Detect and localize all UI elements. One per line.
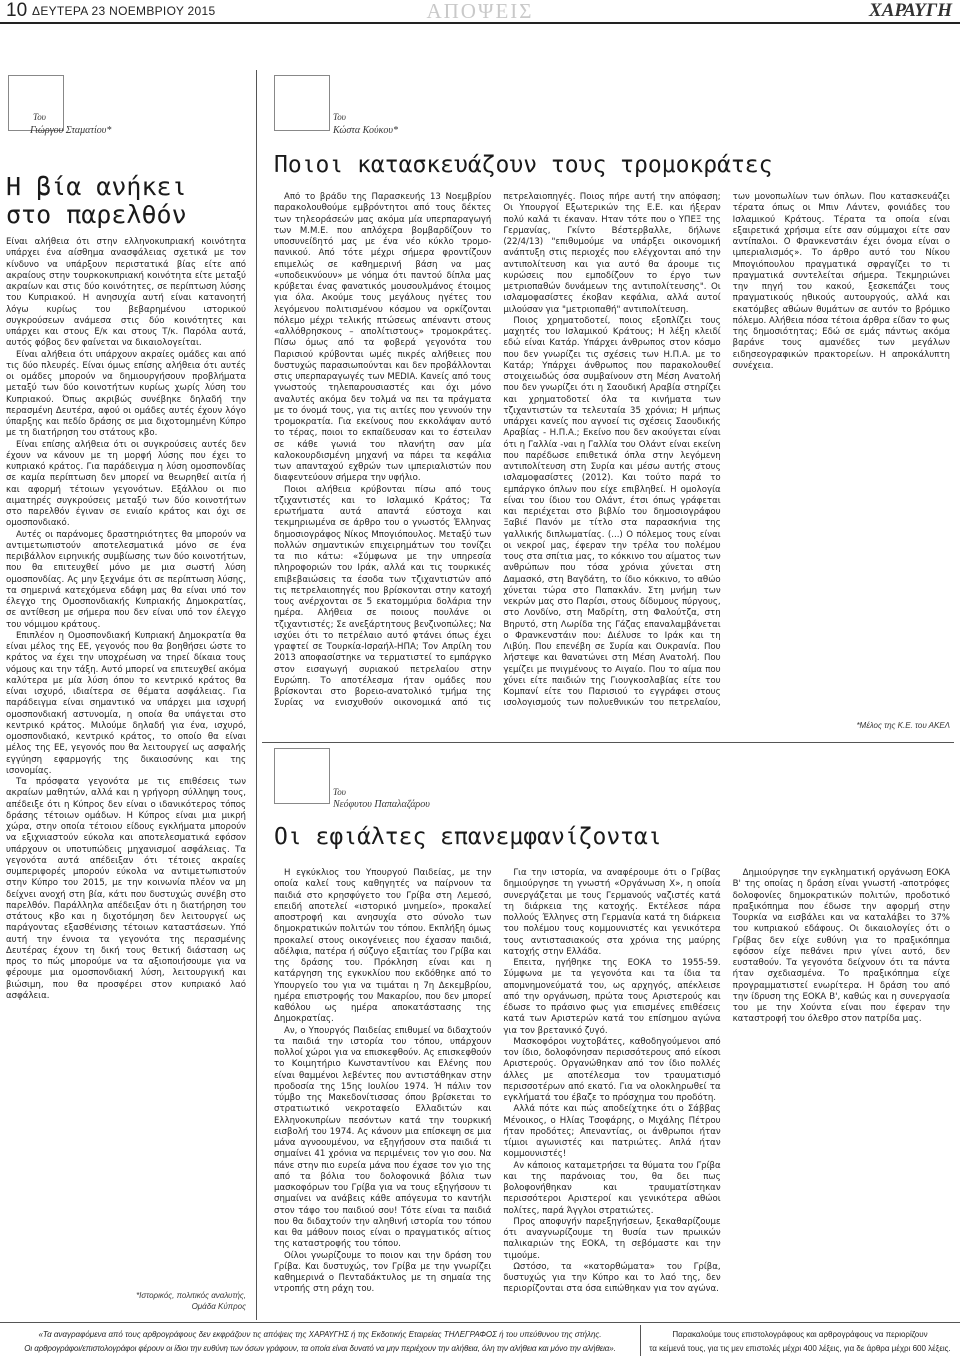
disclaimer [6,1328,634,1356]
paragraph: Προς αποφυγήν παρεξηγήσεων, ξεκαθαρίζουμε ότι αναγνωρίζουμε τη θυσία των πρωικών παλικαριών της ΕΟΚΑ, τη σεβόμαστε και την τιμούμε. [503,1216,721,1261]
paragraph: Από το βράδυ της Παρασκευής 13 Νοεμβρίου παρακολουθούμε εμβρόντητοι από τους δέκτες των τηλεοράσεών μας ακόμα μία υπερπαραγωγή των Μ.Μ.Ε. που απλόχερα βομβαρδίζουν το υποσυνείδητό μας με ένα νέο κύκλο τρομο-πανικού. Από τότε μέχρι σήμερα φροντίζουν επιμελώς σε καθημερινή βάση να μας «υποδεικνύουν» με νόημα ότι παντού δίπλα μας κρύβεται ένας φανατικός μουσουλμάνος έτοιμος για όλα. Ακούμε τους μεγάλους ηγέτες του λεγόμενου πολιτισμένου κόσμου να ορκίζονται πόλεμο μέχρι τελικής πτώσεως απέναντι στους «αλλόθρησκους – απολίτιστους» τρομοκράτες. Πίσω όμως από τα φοβερά γεγονότα του Παρισιού κρύβονται ωμές πικρές αλήθειες που δυστυχώς παρασιωπούνται και δεν προβάλλονται στις υπερπαραγωγές των MEDIA. Κανείς από τους γνωστούς τηλεπαρουσιαστές και όχι μόνο αναλυτές ακόμα δεν τολμά να πει τα πράγματα με το όνομά τους, για τις αιτίες που γεννούν την τρομοκρατία. Για εκείνους που εκκολάψαν αυτό το τέρας, ποιοι το εκπαίδευσαν και το έστειλαν σε κάθε γωνιά του πλανήτη σαν μία καλοκουρδισμένη μηχανή να πάρει τα κεφάλια των απανταχού εχθρών των ιμπεριαλιστών που διαφεντεύουν σήμερα την υφήλιο. [274,192,492,484]
paragraph: Αλλά πότε και πώς αποδείχτηκε ότι ο Σάββας Μένοικος, ο Ηλίας Τσοφάρης, ο Μιχάλης Πέτρου ήταν προδότες; Απεναντίας, οι άνθρωποι ήταν τίμιοι αγωνιστές και πατριώτες. Απλά ήταν κομμουνιστές! [503,1104,721,1160]
paragraph: Τα πρόσφατα γεγονότα με τις επιθέσεις των ακραίων μαθητών, αλλά και η γρήγορη σύλληψη τους, απέδειξε ότι η Κύπρος δεν είναι ο ιδανικότερος τόπος δράσης τέτοιων ομάδων. Η Κύπρος είναι μια μικρή χώρα, στην οποία τέτοιου είδους εγκλήματα μπορούν να εξιχνιαστούν εύκολα και αποτελεσματικά εφόσον υπάρχουν οι υποτυπώδεις μηχανισμοί ασφάλειας. Τα γεγονότα αυτά απέδειξαν ότι τέτοιες ακραίες συμπεριφορές μπορούν εύκολα να αντιμετωπιστούν στην Κύπρο του 2015, με την κοινωνία πλέον να μη δείχνει ανοχή στη βία, κάτι που δυστυχώς συνέβη στο παρελθόν. Παράλληλα απέδειξαν ότι η διατήρηση του στάτους κβο και η διχοτόμηση δεν λειτουργεί ως παράγοντας εξασθένισης τέτοιων καταστάσεων. Υπό αυτή την έννοια τα γεγονότα της περασμένης Δευτέρας έχουν τη δική τους θετική διάσταση ως προς το πώς μπορούμε να τα αξιοποιήσουμε για να φέρουμε μια ομοσπονδιακή λύση, λειτουργική και βιώσιμη, που θα προσφέρει στον κυπριακό λαό ασφάλεια. [6,777,246,1001]
paragraph: Για την ιστορία, να αναφέρουμε ότι ο Γρίβας δημιούργησε τη γνωστή «Οργάνωση Χ», η οποία συνεργάζεται με τους Γερμανούς ναζιστές κατά τη διάρκεια της κατοχής. Εκτέλεσε πάρα πολλούς Έλληνες στη Γερμανία κατά τη διάρκεια του πολέμου τους κομμουνιστές και γενικότερα τους αντιστασιακούς στα χρόνια της μαύρης κατοχής στην Ελλάδα. [503,868,721,957]
signature-line: Ομάδα Κύπρος [191,1302,246,1311]
author-name: Κώστα Κούκου* [333,125,398,136]
author-signature: *Μέλος της Κ.Ε. του ΑΚΕΛ [856,721,950,730]
author-signature [6,1290,246,1312]
paragraph: Δημιούργησε την εγκληματική οργάνωση ΕΟΚΑ Β' της οποίας η δράση είναι γνωστή -αποτρόφες δολοφονίες δημοκρατικών πολιτών, προδοτικό πραξικόπημα που έδωσε την αφορμή στην Τουρκία να εισβάλει και να καταλάβει το 37% του κυπριακού εδάφους. Οι δικαιολογίες ότι ο Γρίβας δεν είχε ευθύνη για το πραξικόπημα εφόσον είχε πεθάνει πριν γίνει αυτό, δεν ευσταθούν. Τα γεγονότα δείχνουν ότι τα πάντα ήταν σχεδιασμένα. Το πραξικόπημα είχε προγραμματιστεί ενωρίτερα. Η δράση του από την ίδρυση της ΕΟΚΑ Β', καθώς και η συνεργασία του με την Χούντα είναι που έφεραν την καταστροφή του όλεθρο στον πατρίδα μας. [732,868,950,1025]
author-name: Νεόφυτου Παπαλαζάρου [333,799,430,810]
author-photo [274,75,330,131]
disclaimer-line: «Τα αναγραφόμενα από τους αρθρογράφους δεν εκφράζουν τις απόψεις της ΧΑΡΑΥΓΗΣ ή της Εκδοτικής Εταιρείας ΤΗΛΕΓΡΑΦΟΣ ή του υπεύθυνου της στήλης. [38,1330,602,1339]
newspaper-logo: ΧΑΡΑΥΓΗ [869,0,952,21]
footer-divider [640,1325,641,1356]
submission-note [645,1328,955,1356]
article-divider [262,742,954,743]
paragraph: Είναι επίσης αλήθεια ότι οι συγκρούσεις αυτές δεν έχουν να κάνουν με τη μορφή λύσης που έχει το κυπριακό κράτος. Για παράδειγμα η λύση ομοσπονδίας σε καμία περίπτωση δεν μπορεί να θεωρηθεί αιτία ή και αφορμή τέτοιων γεγονότων. Εξάλλου οι πιο αιματηρές συγκρούσεις μεταξύ των δύο κοινοτήτων στο παρελθόν έγιναν σε ενιαίο κράτος και όχι σε ομοσπονδιακό. [6,439,246,529]
headline: Οι εφιάλτες επανεμφανίζονται [274,824,662,850]
article-body [6,237,246,1289]
author-name: Γιώργου Σταματίου* [30,125,112,136]
byline-prefix: Του [33,112,46,122]
disclaimer-line: Οι αρθρογράφοι/επιστολογράφοι φέρουν οι ίδιοι την ευθύνη των όσων γράφουν, τα οποία είναι δυνατό να μην περιέχουν την αλήθεια, όλη την αλήθεια και μόνο την αλήθεια». [24,1344,616,1353]
author-photo [8,75,64,131]
paragraph: Είναι αλήθεια ότι στην ελληνοκυπριακή κοινότητα υπάρχει ένα αίσθημα ανασφάλειας σχετικά με τον κίνδυνο να υπάρξουν περιστατικά βίας είτε από ακραίους στην τουρκοκυπριακή κοινότητα είτε μεταξύ ακραίων και στις δύο κοινότητες, σε περίπτωση λύσης του Κυπριακού. Η ανησυχία αυτή είναι κατανοητή λόγω κυρίως του βεβαρημένου ιστορικού συγκρούσεων ανάμεσα στις δύο κοινότητες και υπάρχει και στους Ε/κ και στους Τ/κ. Παρόλα αυτά, αυτός φόβος δεν φαίνεται να δικαιολογείται. [6,237,246,349]
paragraph: Ποιοι αλήθεια κρύβονται πίσω από τους τζιχαντιστές και το Ισλαμικό Κράτος; Τα ερωτήματα αυτά απαντά εύστοχα και τεκμηριωμένα σε άρθρο του ο γνωστός Έλληνας δημοσιογράφος Νίκος Μπογιόπουλος. Μεταξύ των πολλών σημαντικών επιχειρημάτων του τονίζει τα πιο κάτω: «Σύμφωνα με την υπηρεσία πληροφοριών του Ιράκ, αλλά και τις τουρκικές επιβεβαιώσεις τα έσοδα των τζιχαντιστών από τις πετρελαιοπηγές που βρίσκονται στην κατοχή τους ανέρχονται σε 5 εκατομμύρια δολάρια την ημέρα. Αλήθεια σε ποιους πουλάνε οι τζιχαντιστές; Σε ανεξάρτητους βενζινοπώλες; Να ισχύει ότι το πετρέλαιο αυτό φτάνει όπως έχει γραφτεί σε Τουρκία-Ισραήλ-ΗΠΑ; Τον Απρίλη του 2013 αποφασίστηκε να τερματιστεί το εμπάργκο στον εισαγωγή συριακού πετρελαίου στην Ευρώπη. Το αποτέλεσμα ήταν ομάδες που βρίσκονται στο βορειο-ανατολικό τμήμα της Συρίας να ενισχυθούν οικονομικά από τις πετρελαιοπηγές. Ποιος πήρε αυτή την απόφαση; Οι Υπουργοί Εξωτερικών της Ε.Ε. και ήξεραν πολύ καλά τι έκαναν. Ηταν τότε που ο ΥΠΕΞ της Γερμανίας, Γκίντο Βέστερβαλλε, δήλωνε (22/4/13) "επιθυμούμε να υπάρξει οικονομική ανάπτυξη στις περιοχές που ελέγχονται από την αντιπολίτευση και για αυτό θα άρουμε τις κυρώσεις που εμποδίζουν το έργο των μετριοπαθών δυνάμεων της αντιπολίτευσης". Οι ισλαμοφασίστες έκοβαν κεφάλια, αλλά αυτοί μιλούσαν για "μετριοπαθή" αντιπολίτευση. [274,192,721,709]
byline-prefix: Του [333,787,346,797]
paragraph: Είναι αλήθεια ότι υπάρχουν ακραίες ομάδες και από τις δύο πλευρές. Είναι όμως επίσης αλήθεια ότι αυτές οι ομάδες μπορούν να δημιουργήσουν προβλήματα μεταξύ των δύο κοινοτήτων κυρίως χωρίς λύση του Κυπριακού. Όπως ακριβώς συνέβηκε δηλαδή την περασμένη Δευτέρα, αφού οι ομάδες αυτές έχουν λόγο ύπαρξης και πεδίο δράσης σε μια διχοτομημένη Κύπρο με τη διατήρηση του στάτους κβο. [6,349,246,439]
headline [6,173,240,229]
headline: Ποιοι κατασκευάζουν τους τρομοκράτες [274,152,773,178]
paragraph: Ποιος χρηματοδοτεί, ποιος εξοπλίζει τους μαχητές του Ισλαμικού Κράτους; Η λέξη κλειδί εδώ είναι Κατάρ. Υπάρχει άνθρωπος στον κόσμο που δεν γνωρίζει τις σχέσεις των Η.Π.Α. με το Κατάρ; Υπάρχει άνθρωπος που παρακολουθεί στοιχειωδώς όσα συμβαίνουν στη Μέση Ανατολή που δεν γνωρίζει ότι η Σαουδική Αραβία στηρίζει και χρηματοδοτεί όλα τα κινήματα των τζιχαντιστών τα τελευταία 35 χρόνια; Η μήπως υπάρχει κανείς που αγνοεί τις σχέσεις Σαουδικής Αραβίας - Η.Π.Α.; Εκείνο που δεν ακούγεται είναι ότι η Γαλλία -ναι η Γαλλία του Ολάντ είναι εκείνη που παρέδωσε επιθετικά όπλα στην λεγόμενη αντιπολίτευση στη Συρία και μέσω αυτής στους ισλαμοφασίστες (2012). Και τούτο παρά το εμπάργκο όπλων που είχε επιβληθεί. Η ομολογία είναι του ίδιου του Ολάντ, έτσι όπως γράφεται και περιέχεται στο βιβλίο του δημοσιογράφου Ξαβιέ Πανόν με τίτλο στα παρασκήνια της γαλλικής διπλωματίας. (...) Ο πόλεμος τους είναι οι νεκροί μας, έφεραν την τρέλα του πολέμου τους στα σπίτια μας, το κόκκινο του αίματος των ανθρώπων που τόσα χρόνια χύνεται στη Δαμασκό, στη Βαγδάτη, το ίδιο κόκκινο, το αθώο χύνεται τώρα στο Παπακλάν. Στη μνήμη των νεκρών μας στο Παρίσι, στους δίδυμους πύργους, στο Λονδίνο, στη Μαδρίτη, στη Φαλούτζα, στη Βηρυτό, στη Λωρίδα της Γάζας επαναλαμβάνεται ο Φρανκενστάιν που: Διέλυσε το Ιράκ και τη Λιβύη. Που επενέβη σε Συρία και Ουκρανία. Που λήστεψε και θανατώνει στη Μέση Ανατολή. Που γεμίζει με πνιγμένους το Αιγαίο. Που το αίμα που χύνει είτε παιδιών της Γιουγκοσλαβίας είτε του Κομπανί είτε του Παρισιού το εγγράφει στους ισολογισμούς των πολυεθνικών του πετρελαίου, των μονοπωλίων των όπλων. Που κατασκευάζει τέρατα όπως οι Μπιν Λάντεν, φονιάδες του Ισλαμικού Κράτους. Τέρατα τα οποία είναι εξαιρετικά χρήσιμα είτε σαν σύμμαχοι είτε σαν αντίπαλοι. Ο Φρανκενστάιν έχει όνομα είναι ο ιμπεριαλισμός». Το άρθρο αυτό του Νίκου Μπογιόπουλου πραγματικά σφραγίζει το τι πραγματικά συντελείται σήμερα. Τεκμηριώνει την πηγή του κακού, ξεσκεπάζει τους πραγματικούς ηθικούς αυτουργούς, αλλά και εκατόμβες αθώων θυμάτων σε αυτόν το βρόμικο πόλεμο. Αλήθεια πόσα τέτοια άρθρα είδαν το φως της δημοσιότητας; Εδώ σε εμάς πάντως ακόμα βαράνε τους αμανέδες των μεγάλων ειδησεογραφικών πρακτορείων. Η απροκάλυπτη συνέχεια. [503,192,950,709]
note-line: Παρακαλούμε τους επιστολογράφους και αρθρογράφους να περιορίζουν [672,1330,928,1339]
paragraph: Επειτα, ηγήθηκε της ΕΟΚΑ το 1955-59. Σύμφωνα με τα γεγονότα και τα ίδια τα απομνημονεύματά του, ως αρχηγός, απέκλεισε από την οργάνωση, πρώτα τους Αριστερούς και έδωσε το πράσινο φως για επισμένες επιθέσεις κατά των Αριστερών κατά του επίσημου αγώνα για τον βρετανικό ζυγό. [503,958,721,1036]
paragraph: Ωστόσο, τα «κατορθώματα» του Γρίβα, δυστυχώς για την Κύπρο και το λαό της, δεν περιορίζονται στα όσα ειπώθηκαν για τον αγώνα. [503,1261,721,1295]
paragraph: Αν κάποιος καταμετρήσει τα θύματα του Γρίβα και της παράνοιας του, θα δει πως βολοφονήθηκαν και τραυματίστηκαν περισσότεροι Αριστεροί και γενικότερα αθώοι πολίτες, παρά Άγγλοι στρατιώτες. [503,1160,721,1216]
paragraph: Αν, ο Υπουργός Παιδείας επιθυμεί να διδαχτούν τα παιδιά την ιστορία του τόπου, υπάρχουν πολλοί χώροι για να επισκεφθούν. Ας επισκεφθούν το Κοιμητήριο Κωνσταντίνου και Ελένης που είναι θαμμένοι λεβέντες που αντιστάθηκαν στην προδοσία της 15ης Ιουλίου 1974. Ή πάλιν τον τύμβο της Μακεδονίτισσας όπου βρίσκεται το στρατιωτικό νεκροταφείο Ελλαδιτών και Ελληνοκυπρίων πεσόντων κατά την τουρκική εισβολή του 1974. Ας κάνουν μια επίσκεψη σε μια μάνα αγνοουμένου, να εξηγήσουν στα παιδιά τι σημαίνει 41 χρόνια να περιμένεις τον γιο σου. Να πάνε στην πιο ευρεία μάνα που έχασε τον γιο της από τα βόλια του δολοφονικά βόλια των μασκοφόρων του Γρίβα για να τους εξηγήσουν τι σημαίνει να ανάβεις κάθε απόγευμα το καντήλι στον τάφο του παιδιού σου! Τότε είναι τα παιδιά που θα διδαχτούν την αληθινή ιστορία του τόπου και θα μάθουν ποιος είναι ο πραγματικός αίτιος της καταστροφής του τόπου. [274,1025,492,1250]
issue-date: ΔΕΥΤΕΡΑ 23 ΝΟΕΜΒΡΙΟΥ 2015 [32,4,216,18]
headline-line: στο παρελθόν [6,200,187,229]
article-body [274,192,950,719]
headline-line: Η βία ανήκει [6,172,187,201]
note-line: τα κείμενά τους, για τις μεν επιστολές μέχρι 400 λέξεις, για δε άρθρα μέχρι 600 λέξεις. [649,1344,951,1353]
section-title: ΑΠΟΨΕΙΣ [426,0,534,23]
paragraph: Οίλοι γνωρίζουμε το ποιον και την δράση του Γρίβα. Και δυστυχώς, τον Γρίβα με την γνωρίζει καθημερινά ο Πενταδάκτυλος με τη σημαία της ντροπής στη ράχη του. [274,1250,492,1295]
column-divider-left [256,70,257,1320]
paragraph: Μασκοφόροι νυχτοβάτες, καθοδηγούμενοι από τον ίδιο, δολοφόνησαν περισσότερους από είκοσι Αριστερούς. Οργανώθηκαν από τον ίδιο πολλές άλλες με αποτέλεσμα τον τραυματισμό περισσοτέρων από εκατό. Για να ολοκληρωθεί τα εγκλήματά του έβαζε το πρόσχημα του προδότη. [503,1036,721,1103]
author-photo [274,748,330,804]
signature-line: *Ιστορικός, πολιτικός αναλυτής, [136,1291,246,1300]
paragraph: Η εγκύκλιος του Υπουργού Παιδείας, με την οποία καλεί τους καθηγητές να παίρνουν τα παιδιά στο κρησφύγετο του Γρίβα στη Λεμεσό, επειδή αποτελεί «ιστορικό μνημείο», προκαλεί αποστροφή και ανησυχία στο σύνολο των δημοκρατικών πολιτών του τόπου. Εκπλήξη όμως προκαλεί στους οικογένειες που έχασαν παιδιά, αδέλφια, πατέρα ή σύζυγο εξαιτίας του Γρίβα και της δράσης του. Πρόκληση είναι και η κατάργηση της εγκυκλίου που εκδόθηκε από το Υπουργείο του για να τιμάται η 7η Δεκεμβρίου, ημέρα επιστροφής του Μακαρίου, που δεν μπορεί καθόλου ως ημέρα αποκατάστασης της Δημοκρατίας. [274,868,492,1025]
byline-prefix: Του [333,112,346,122]
article-body [274,868,950,1308]
page-number: 10 [6,0,28,21]
paragraph: Αυτές οι παράνομες δραστηριότητες θα μπορούν να αντιμετωπιστούν αποτελεσματικά μόνο σε ένα περιβάλλον ειρηνικής συμβίωσης των δύο κοινοτήτων, που θα επιτευχθεί μόνο με μια σωστή λύση ομοσπονδίας. Ας μην ξεχνάμε ότι σε περίπτωση λύσης, τα σημερινά κατεχόμενα εδάφη μας θα είναι υπό τον έλεγχο της Ομοσπονδιακής Κυπριακής Δημοκρατίας, σε αντίθεση με σήμερα που δεν είναι υπό τον έλεγχο του νόμιμου κράτους. [6,529,246,630]
paragraph: Επιπλέον η Ομοσπονδιακή Κυπριακή Δημοκρατία θα είναι μέλος της ΕΕ, γεγονός που θα βοηθήσει ώστε το κράτος να έχει την υποχρέωση να τηρεί δίκαια τους νόμους και την τάξη. Αυτό μπορεί να επιτευχθεί ακόμα καλύτερα με μία λύση όπου το κεντρικό κράτος θα είναι ισχυρό, ιδιαίτερα σε θέματα ασφάλειας. Για παράδειγμα είναι σημαντικό να υπάρχει μια ισχυρή ομοσπονδιακή αστυνομία, η οποία θα υπάγεται στο κεντρικό κράτος. Μιλούμε δηλαδή για ένα, ισχυρό, ομοσπονδιακό, κεντρικό κράτος, το οποίο θα είναι μέλος της ΕΕ, γεγονός που θα λειτουργεί ως ασφαλής εγγύηση εφαρμογής της δικαιοσύνης και της ισονομίας. [6,630,246,776]
